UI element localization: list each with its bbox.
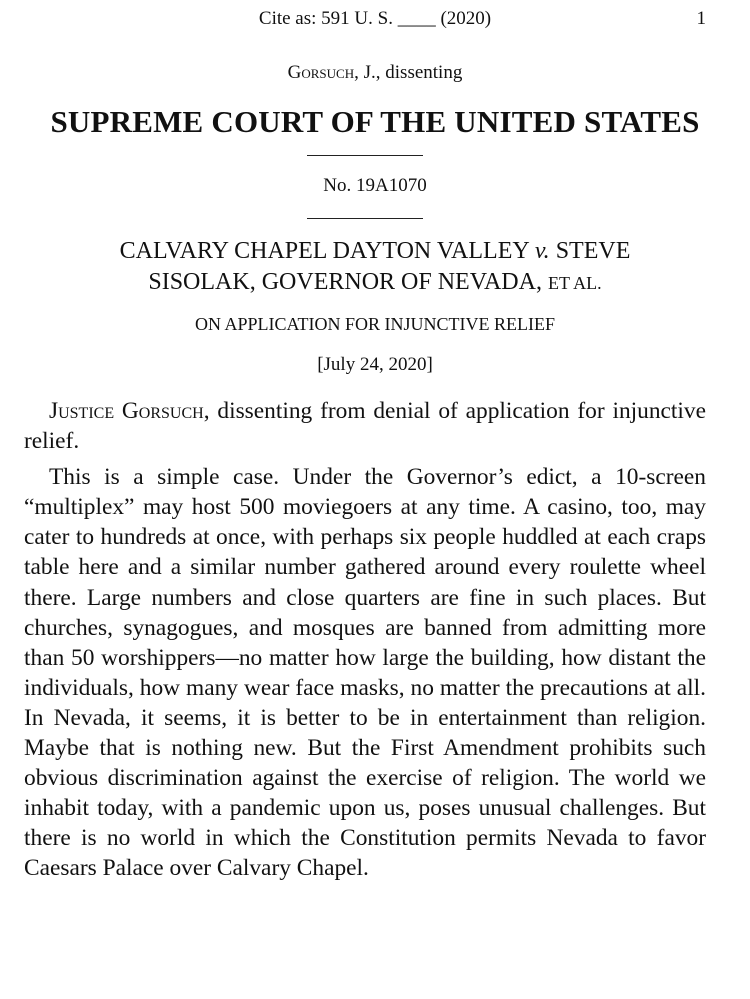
caption-respondent-start: STEVE xyxy=(549,238,631,264)
caption-respondent: SISOLAK, GOVERNOR OF NEVADA, xyxy=(148,269,548,295)
author-role: , J., dissenting xyxy=(354,62,463,83)
opinion-body xyxy=(24,396,706,884)
author-name: Gorsuch xyxy=(287,62,355,83)
intro-text: , dissenting from denial of application for injunctive relief. xyxy=(24,398,706,455)
divider-rule xyxy=(307,218,423,219)
justice-name: Justice Gorsuch xyxy=(49,398,204,424)
intro-paragraph xyxy=(24,396,706,456)
case-caption xyxy=(0,236,750,299)
divider-rule xyxy=(307,155,423,156)
citation: Cite as: 591 U. S. ____ (2020) xyxy=(258,8,492,29)
author-line xyxy=(0,62,750,84)
caption-petitioner: CALVARY CHAPEL DAYTON VALLEY xyxy=(119,238,535,264)
running-head xyxy=(0,6,750,34)
caption-line-1 xyxy=(0,236,750,267)
page-number: 1 xyxy=(696,8,706,29)
caption-et-al: ET AL. xyxy=(547,273,602,293)
docket-number: No. 19A1070 xyxy=(323,175,427,196)
court-title: SUPREME COURT OF THE UNITED STATES xyxy=(50,104,700,139)
application-type: ON APPLICATION FOR INJUNCTIVE RELIEF xyxy=(194,314,555,334)
main-paragraph: This is a simple case. Under the Governor’s edict, a 10-screen “multiplex” may host 500 moviegoers at any time. A casino, too, may cater to hundreds at once, with perhaps six people huddled at each craps table here and a similar number gathered around every roulette wheel there. Large numbers and close quarters are fine in such places. But churches, synagogues, and mosques are banned from admitting more than 50 worshippers—no matter how large the building, how distant the individuals, how many wear face masks, no matter the precautions at all. In Nevada, it seems, it is better to be in entertainment than religion. Maybe that is nothing new. But the First Amendment prohibits such obvious discrimination against the exercise of religion. The world we inhabit today, with a pandemic upon us, poses unusual challenges. But there is no world in which the Constitution permits Nevada to favor Caesars Palace over Calvary Chapel. xyxy=(24,464,706,882)
caption-line-2 xyxy=(0,267,750,299)
decision-date: [July 24, 2020] xyxy=(317,354,433,375)
caption-versus: v. xyxy=(534,238,550,264)
